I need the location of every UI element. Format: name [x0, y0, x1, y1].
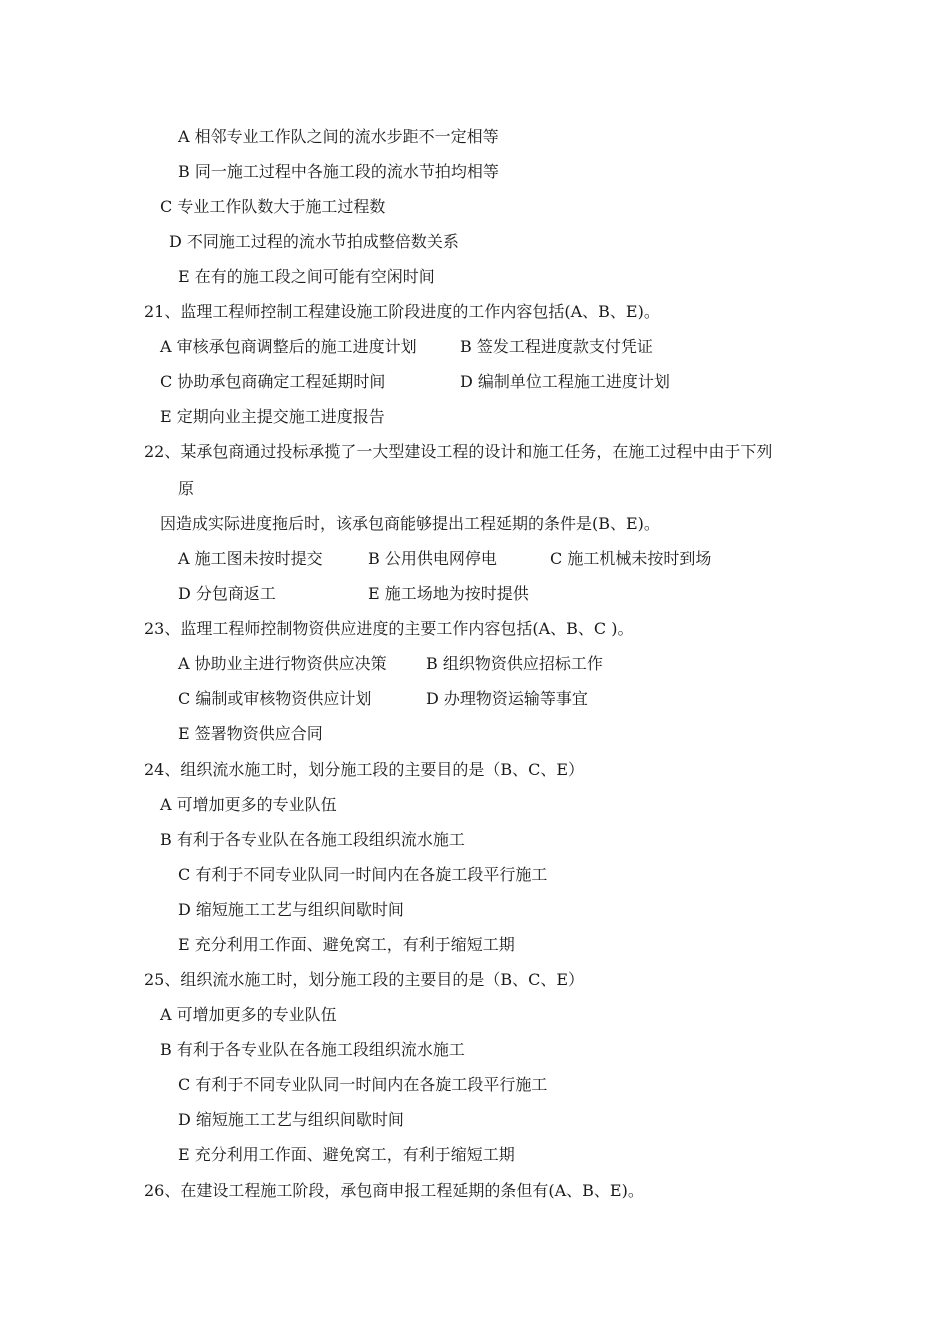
option-line: E 在有的施工段之间可能有空闲时间	[178, 267, 435, 286]
question-24: 24、组织流水施工时，划分施工段的主要目的是（B、C、E）	[144, 760, 585, 779]
question-21: 21、监理工程师控制工程建设施工阶段进度的工作内容包括(A、B、E)。	[144, 302, 660, 321]
option-line: E 签署物资供应合同	[178, 724, 323, 743]
option-line: C 有利于不同专业队同一时间内在各旋工段平行施工	[178, 1075, 548, 1094]
option-line: A 相邻专业工作队之间的流水步距不一定相等	[178, 127, 499, 146]
option-line: D 编制单位工程施工进度计划	[460, 372, 670, 391]
option-line: E 充分利用工作面、避免窝工，有利于缩短工期	[178, 1145, 515, 1164]
option-line: B 同一施工过程中各施工段的流水节拍均相等	[178, 162, 499, 181]
option-line: B 有利于各专业队在各施工段组织流水施工	[160, 1040, 465, 1059]
option-line: C 编制或审核物资供应计划	[178, 689, 372, 708]
option-line: B 公用供电网停电	[368, 549, 497, 568]
option-line: A 可增加更多的专业队伍	[160, 795, 337, 814]
option-line: D 办理物资运输等事宜	[426, 689, 588, 708]
question-25: 25、组织流水施工时，划分施工段的主要目的是（B、C、E）	[144, 970, 585, 989]
option-line: A 协助业主进行物资供应决策	[178, 654, 387, 673]
option-line: C 施工机械未按时到场	[550, 549, 712, 568]
question-22: 22、某承包商通过投标承揽了一大型建设工程的设计和施工任务，在施工过程中由于下列	[144, 442, 773, 461]
question-26: 26、在建设工程施工阶段，承包商申报工程延期的条但有(A、B、E)。	[144, 1181, 644, 1200]
option-line: C 协助承包商确定工程延期时间	[160, 372, 386, 391]
option-line: E 充分利用工作面、避免窝工，有利于缩短工期	[178, 935, 515, 954]
option-line: E 施工场地为按时提供	[368, 584, 529, 603]
option-line: B 签发工程进度款支付凭证	[460, 337, 653, 356]
option-line: A 审核承包商调整后的施工进度计划	[160, 337, 417, 356]
option-line: C 有利于不同专业队同一时间内在各旋工段平行施工	[178, 865, 548, 884]
option-line: A 可增加更多的专业队伍	[160, 1005, 337, 1024]
option-line: B 有利于各专业队在各施工段组织流水施工	[160, 830, 465, 849]
option-line: B 组织物资供应招标工作	[426, 654, 603, 673]
option-line: C 专业工作队数大于施工过程数	[160, 197, 386, 216]
question-22-continued: 原	[178, 479, 195, 498]
option-line: D 分包商返工	[178, 584, 276, 603]
option-line: D 缩短施工工艺与组织间歇时间	[178, 1110, 404, 1129]
option-line: D 不同施工过程的流水节拍成整倍数关系	[169, 232, 459, 251]
question-22-continued: 因造成实际进度拖后时，该承包商能够提出工程延期的条件是(B、E)。	[160, 514, 660, 533]
option-line: D 缩短施工工艺与组织间歇时间	[178, 900, 404, 919]
option-line: A 施工图未按时提交	[178, 549, 323, 568]
option-line: E 定期向业主提交施工进度报告	[160, 407, 385, 426]
question-23: 23、监理工程师控制物资供应进度的主要工作内容包括(A、B、C )。	[144, 619, 634, 638]
